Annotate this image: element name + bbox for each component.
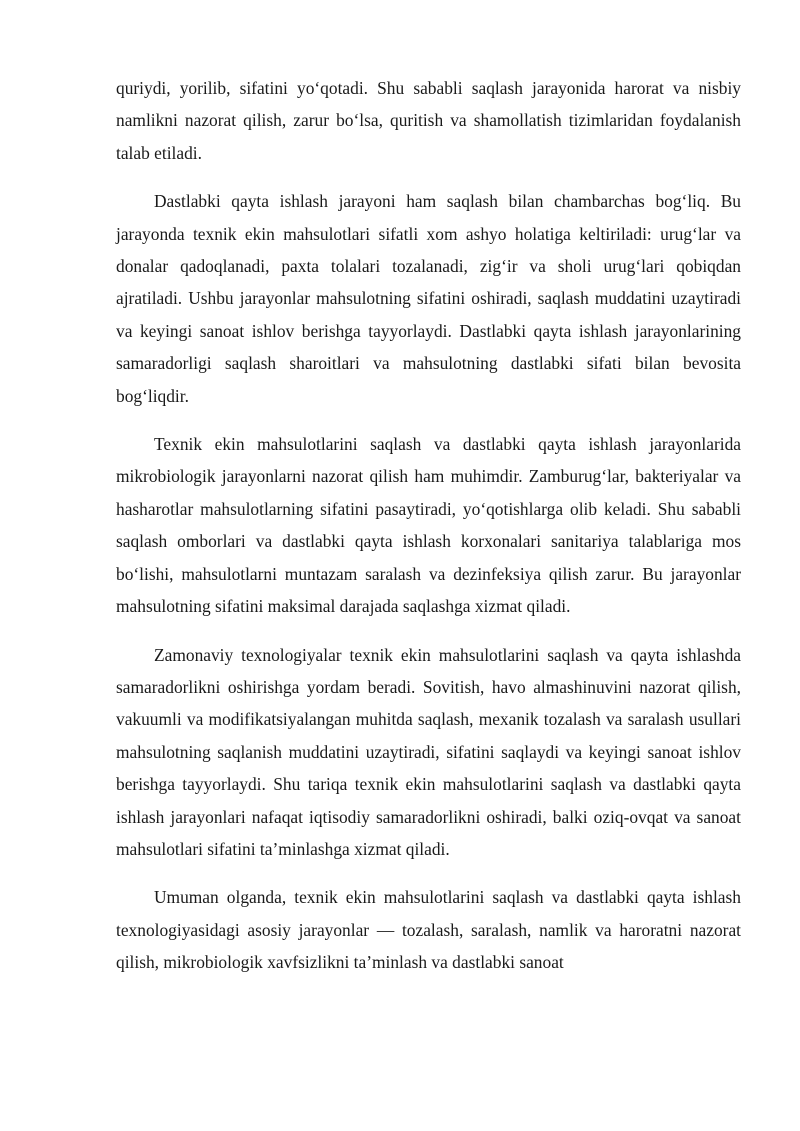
paragraph-microbiological-control: Texnik ekin mahsulotlarini saqlash va dastlabki qayta ishlash jarayonlarida mikrobiologik jarayonlarni nazorat qilish ham muhimdir. Zamburug‘lar, bakteriyalar va hasharotlar mahsulotlarning sifatini pasaytiradi, yo‘qotishlarga olib keladi. Shu sababli saqlash omborlari va dastlabki qayta ishlash korxonalari sanitariya talablariga mos bo‘lishi, mahsulotlarni muntazam saralash va dezinfeksiya qilish zarur. Bu jarayonlar mahsulotning sifatini maksimal darajada saqlashga xizmat qiladi. <box>116 434 741 617</box>
paragraph-primary-processing: Dastlabki qayta ishlash jarayoni ham saqlash bilan chambarchas bog‘liq. Bu jarayonda texnik ekin mahsulotlari sifatli xom ashyo holatiga keltiriladi: urug‘lar va donalar qadoqlanadi, paxta tolalari tozalanadi, zig‘ir va sholi urug‘lari qobiqdan ajratiladi. Ushbu jarayonlar mahsulotning sifatini oshiradi, saqlash muddatini uzaytiradi va keyingi sanoat ishlov berishga tayyorlaydi. Dastlabki qayta ishlash jarayonlarining samaradorligi saqlash sharoitlari va mahsulotning dastlabki sifati bilan bevosita bog‘liqdir. <box>116 191 741 406</box>
paragraph-modern-technologies: Zamonaviy texnologiyalar texnik ekin mahsulotlarini saqlash va qayta ishlashda samaradorlikni oshirishga yordam beradi. Sovitish, havo almashinuvini nazorat qilish, vakuumli va modifikatsiyalangan muhitda saqlash, mexanik tozalash va saralash usullari mahsulotning saqlanish muddatini uzaytiradi, sifatini saqlaydi va keyingi sanoat ishlov berishga tayyorlaydi. Shu tariqa texnik ekin mahsulotlarini saqlash va dastlabki qayta ishlash jarayonlari nafaqat iqtisodiy samaradorlikni oshiradi, balki oziq-ovqat va sanoat mahsulotlari sifatini ta’minlashga xizmat qiladi. <box>116 644 741 859</box>
document-page <box>116 72 741 995</box>
paragraph-continuation: quriydi, yorilib, sifatini yo‘qotadi. Shu sababli saqlash jarayonida harorat va nisbiy namlikni nazorat qilish, zarur bo‘lsa, quritish va shamollatish tizimlaridan foydalanish talab etiladi. <box>116 78 741 163</box>
paragraph-conclusion: Umuman olganda, texnik ekin mahsulotlarini saqlash va dastlabki qayta ishlash texnologiyasidagi asosiy jarayonlar — tozalash, saralash, namlik va haroratni nazorat qilish, mikrobiologik xavfsizlikni ta’minlash va dastlabki sanoat <box>116 887 741 973</box>
